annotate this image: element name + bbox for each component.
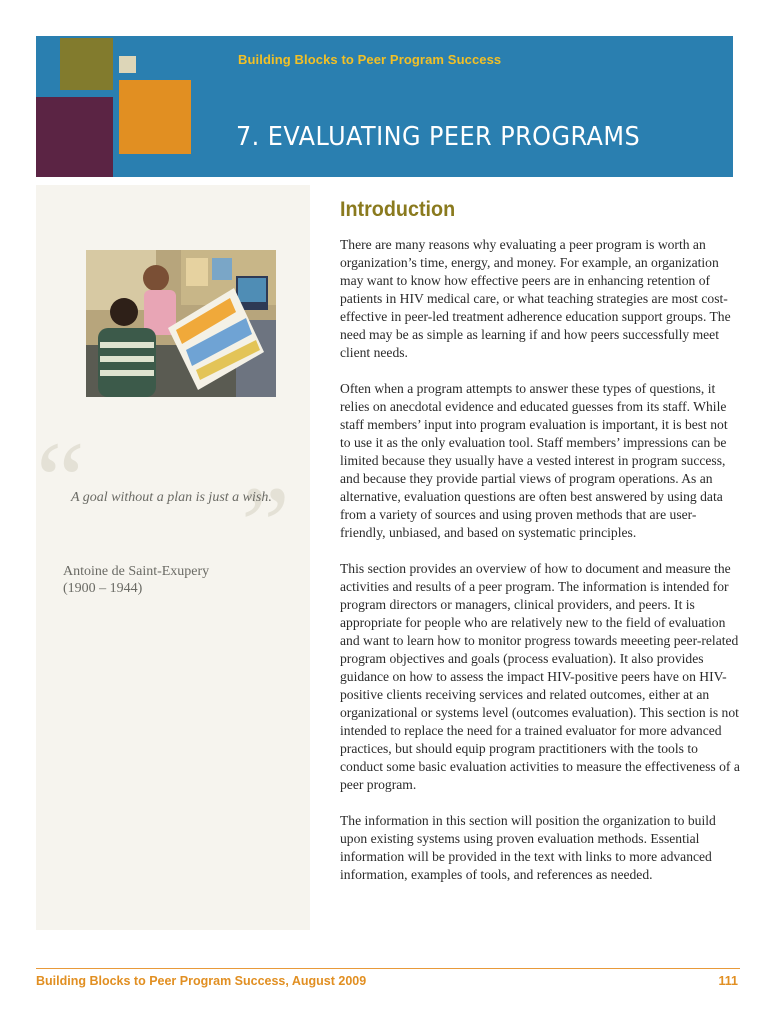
close-quote-mark: ” [241, 464, 290, 586]
paragraph: Often when a program attempts to answer these types of questions, it relies on anecdotal evidence and educated guesses from its staff. While staff members’ input into program evaluation is important, it is best not to use it as the only evaluation tool. Staff members’ impressions can be limited because they usually have a vested interest in program success, and because they provide partial views of program operations. As an alternative, evaluation questions are often best answered by using data from a variety of sources and using proven methods that are user-friendly, unbiased, and based on systematic principles. [340, 381, 728, 540]
decorative-square-olive [60, 38, 113, 90]
pull-quote: A goal without a plan is just a wish. [71, 490, 272, 505]
page-number: 111 [718, 974, 738, 988]
section-heading: Introduction [340, 198, 456, 221]
body-text [340, 236, 740, 902]
series-title: Building Blocks to Peer Program Success [238, 52, 502, 67]
quote-author-years: (1900 – 1944) [63, 581, 143, 596]
paragraph: This section provides an overview of how to document and measure the activities and results of a peer program. The information is intended for program directors or managers, clinical providers, and peers. It is appropriate for people who are relatively new to the field of evaluation and want to learn how to monitor progress towards meeeting peer-related program objectives and goals (process evaluation). It also provides guidance on how to assess the impact HIV-positive peers have on HIV-positive clients receiving services and related outcomes, either at an organizational or systems level (outcomes evaluation). This section is not intended to replace the need for a trained evaluator for more advanced practices, but should equip program practitioners with the tools to conduct some basic evaluation activities to measure the effectiveness of a peer program. [340, 561, 740, 792]
quote-author-name: Antoine de Saint-Exupery [63, 564, 210, 579]
decorative-square-orange [119, 80, 191, 154]
paragraph: The information in this section will position the organization to build upon existing systems using proven evaluation methods. Essential information will be provided in the text with links to more advanced information, examples of tools, and references as needed. [340, 813, 716, 882]
decorative-square-beige [119, 56, 136, 73]
footer-publication-title: Building Blocks to Peer Program Success, August 2009 [36, 974, 367, 988]
photo-peers-reviewing-poster [86, 250, 276, 397]
sidebar [36, 185, 310, 930]
chapter-title: 7. EVALUATING PEER PROGRAMS [236, 122, 641, 152]
chapter-header [36, 36, 733, 177]
decorative-square-plum [36, 97, 113, 177]
open-quote-mark: “ [36, 419, 85, 541]
footer-divider [36, 968, 740, 969]
paragraph: There are many reasons why evaluating a peer program is worth an organization’s time, energy, and money. For example, an organization may want to know how effective peers are in enhancing retention of patients in HIV medical care, or what teaching strategies are most cost-effective in peer-led treatment adherence education support groups. The need may be as simple as learning if and how peers successfully meet client needs. [340, 237, 731, 360]
quote-attribution [63, 563, 209, 597]
